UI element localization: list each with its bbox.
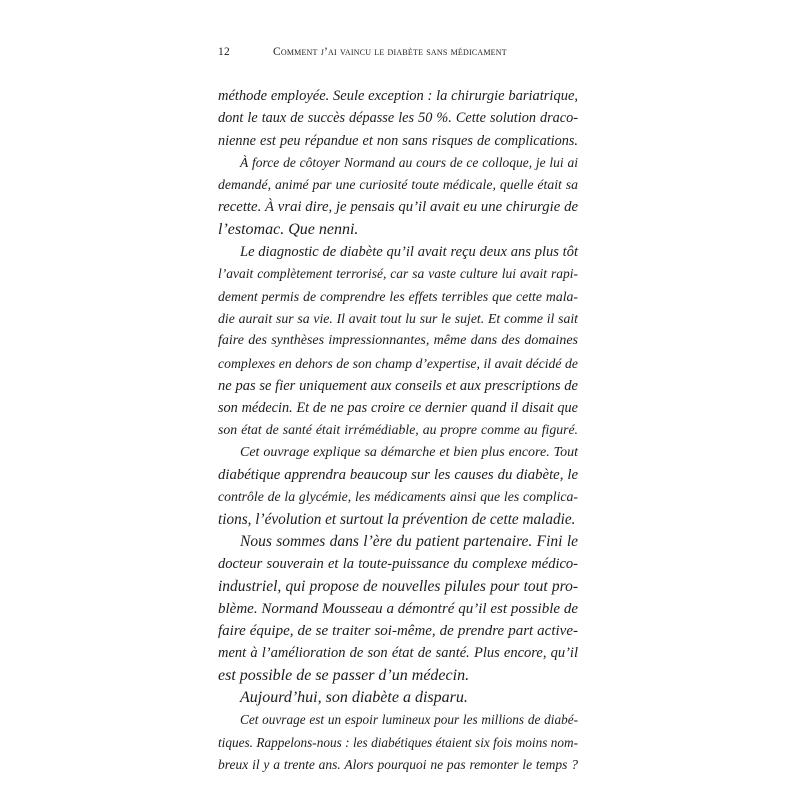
paragraph — [218, 531, 578, 687]
paragraph — [218, 85, 578, 152]
running-header — [218, 46, 578, 66]
text-line: demandé, animé par une curiosité toute médicale, quelle était sa — [218, 177, 578, 193]
text-line: complexes en dehors de son champ d’expertise, il avait décidé de — [218, 355, 578, 371]
text-line: Le diagnostic de diabète qu’il avait reçu deux ans plus tôt — [240, 244, 578, 261]
body-text — [218, 85, 578, 776]
text-line: son médecin. Et de ne pas croire ce dernier quand il disait que — [218, 400, 578, 417]
text-line: Cet ouvrage explique sa démarche et bien plus encore. Tout — [240, 444, 578, 460]
text-line: breux il y a trente ans. Alors pourquoi ne pas remonter le temps ? — [218, 756, 578, 772]
text-line: l’estomac. Que nenni. — [218, 220, 359, 238]
text-line: est possible de se passer d’un médecin. — [218, 666, 470, 684]
text-line: À force de côtoyer Normand au cours de ce colloque, je lui ai — [240, 154, 578, 170]
text-line: recette. À vrai dire, je pensais qu’il avait eu une chirurgie de — [218, 199, 578, 216]
text-line: faire des synthèses impressionnantes, même dans des domaines — [218, 333, 578, 349]
running-title: Comment j’ai vaincu le diabète sans médicament — [273, 46, 507, 58]
text-line: contrôle de la glycémie, les médicaments ainsi que les complica- — [218, 489, 578, 505]
text-line: die aurait sur sa vie. Il avait tout lu sur le sujet. Et comme il sait — [218, 310, 578, 326]
text-line: nienne est peu répandue et non sans risques de complications. — [218, 132, 578, 149]
text-line: industriel, qui propose de nouvelles pilules pour tout pro- — [218, 577, 578, 595]
text-line: diabétique apprendra beaucoup sur les causes du diabète, le — [218, 467, 578, 484]
text-line: faire équipe, de se traiter soi-même, de prendre part active- — [218, 623, 578, 640]
text-line: l’avait complètement terrorisé, car sa vaste culture lui avait rapi- — [218, 266, 578, 282]
paragraph — [218, 687, 578, 709]
text-line: méthode employée. Seule exception : la chirurgie bariatrique, — [218, 88, 578, 104]
text-line: Cet ouvrage est un espoir lumineux pour les millions de diabé- — [240, 712, 578, 728]
text-line: tions, l’évolution et surtout la prévention de cette maladie. — [218, 510, 576, 528]
text-line: Aujourd’hui, son diabète a disparu. — [240, 689, 468, 707]
paragraph — [218, 241, 578, 442]
page-number: 12 — [218, 46, 230, 58]
text-line: Nous sommes dans l’ère du patient partenaire. Fini le — [240, 532, 578, 550]
text-line: ment à l’amélioration de son état de santé. Plus encore, qu’il — [218, 645, 578, 662]
paragraph — [218, 442, 578, 531]
text-line: ne pas se fier uniquement aux conseils et aux prescriptions de — [218, 377, 578, 394]
text-line: dement permis de comprendre les effets terribles que cette mala- — [218, 288, 578, 304]
paragraph — [218, 709, 578, 776]
text-line: dont le taux de succès dépasse les 50 %. Cette solution draco- — [218, 110, 578, 127]
paragraph — [218, 152, 578, 241]
text-line: son état de santé était irrémédiable, au propre comme au figuré. — [218, 422, 578, 438]
text-line: blème. Normand Mousseau a démontré qu’il est possible de — [218, 600, 578, 617]
text-line: docteur souverain et la toute-puissance du complexe médico- — [218, 556, 578, 573]
text-line: tiques. Rappelons-nous : les diabétiques étaient six fois moins nom- — [218, 734, 578, 750]
